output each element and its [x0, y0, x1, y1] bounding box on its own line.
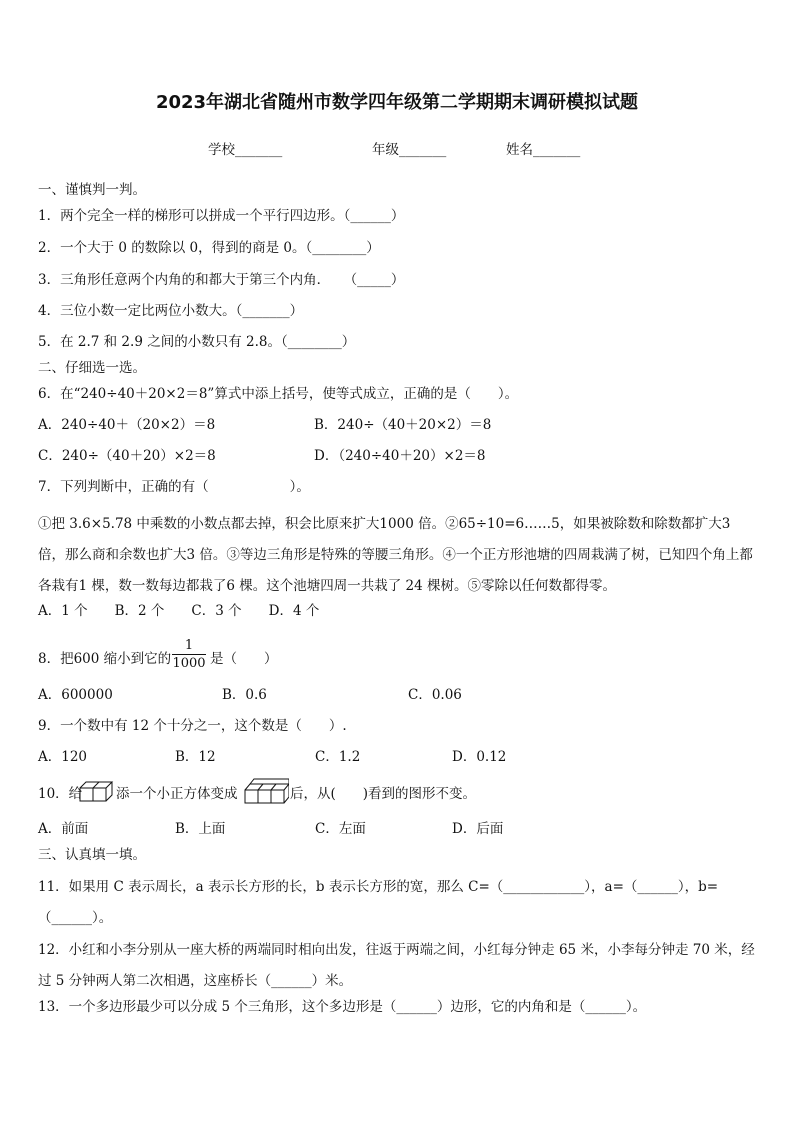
question-10-option-a: A．前面	[38, 821, 89, 837]
question-10-prefix: 10．给	[38, 786, 83, 802]
school-field: 学校_______	[208, 142, 283, 158]
question-1: 1．两个完全一样的梯形可以拼成一个平行四边形。（______）	[38, 208, 405, 224]
fraction-one-thousandth	[172, 638, 206, 671]
question-10-option-c: C．左面	[315, 821, 366, 837]
question-10-suffix: 后，从( )看到的图形不变。	[290, 786, 477, 802]
section-heading-fill: 三、认真填一填。	[38, 847, 146, 863]
question-11: 11．如果用 C 表示周长，a 表示长方形的长，b 表示长方形的宽，那么 C=（____________），a=（______），b=（______）。	[38, 879, 719, 926]
fraction-denominator: 1000	[172, 656, 206, 671]
question-3: 3．三角形任意两个内角的和都大于第三个内角． （_____）	[38, 272, 405, 288]
question-10-option-b: B．上面	[175, 821, 226, 837]
question-9-option-c: C．1.2	[315, 749, 361, 765]
question-9-option-a: A．120	[38, 749, 88, 765]
question-10-middle: 添一个小正方体变成	[116, 786, 238, 802]
question-2: 2．一个大于 0 的数除以 0，得到的商是 0。（________）	[38, 240, 380, 256]
question-6-option-d: D．（240÷40＋20）×2＝8	[314, 448, 486, 464]
fraction-bar	[172, 654, 206, 655]
question-8-suffix: 是（ ）	[210, 651, 278, 667]
question-8-option-a: A．600000	[38, 687, 113, 703]
question-9-option-b: B．12	[175, 749, 216, 765]
question-6: 6．在“240÷40＋20×2＝8”算式中添上括号，使等式成立，正确的是（ ）。	[38, 386, 519, 402]
two-cube-figure	[78, 776, 114, 810]
section-heading-choose: 二、仔细选一选。	[38, 360, 146, 376]
fraction-numerator: 1	[184, 638, 194, 653]
question-7-options: A．1 个 B．2 个 C．3 个 D．4 个	[38, 603, 320, 619]
question-8-option-c: C．0.06	[408, 687, 462, 703]
question-10-option-d: D．后面	[452, 821, 504, 837]
three-cube-figure	[243, 776, 289, 810]
question-5: 5．在 2.7 和 2.9 之间的小数只有 2.8。（________）	[38, 334, 356, 350]
name-field: 姓名_______	[506, 142, 581, 158]
question-6-option-b: B．240÷（40＋20×2）＝8	[314, 417, 492, 433]
question-12: 12．小红和小李分别从一座大桥的两端同时相向出发，往返于两端之间，小红每分钟走 65 米，小李每分钟走 70 米，经过 5 分钟两人第二次相遇，这座桥长（______）米。	[38, 942, 755, 989]
question-8-option-b: B．0.6	[222, 687, 267, 703]
question-9: 9．一个数中有 12 个十分之一，这个数是（ ）.	[38, 718, 347, 734]
question-8-prefix: 8．把600 缩小到它的	[38, 651, 172, 667]
question-7: 7．下列判断中，正确的有（ ）。	[38, 479, 310, 495]
question-7-statements: ①把 3.6×5.78 中乘数的小数点都去掉，积会比原来扩大1000 倍。②65÷10=6……5，如果被除数和除数都扩大3 倍，那么商和余数也扩大3 倍。③等边三角形是特殊的等腰三角形。④一个正方形池塘的四周栽满了树，已知四个角上都各栽有1 棵，数一数每边都栽了6 棵。这个池塘四周一共栽了 24 棵树。⑤零除以任何数都得零。	[38, 516, 753, 594]
question-4: 4．三位小数一定比两位小数大。（_______）	[38, 303, 304, 319]
page-title: 2023年湖北省随州市数学四年级第二学期期末调研模拟试题	[155, 92, 639, 113]
section-heading-judge: 一、谨慎判一判。	[38, 182, 146, 198]
grade-field: 年级_______	[372, 142, 447, 158]
question-6-option-c: C．240÷（40＋20）×2＝8	[38, 448, 216, 464]
question-9-option-d: D．0.12	[452, 749, 507, 765]
question-6-option-a: A．240÷40＋（20×2）＝8	[38, 417, 216, 433]
question-13: 13．一个多边形最少可以分成 5 个三角形，这个多边形是（______）边形，它的内角和是（______）。	[38, 999, 647, 1015]
